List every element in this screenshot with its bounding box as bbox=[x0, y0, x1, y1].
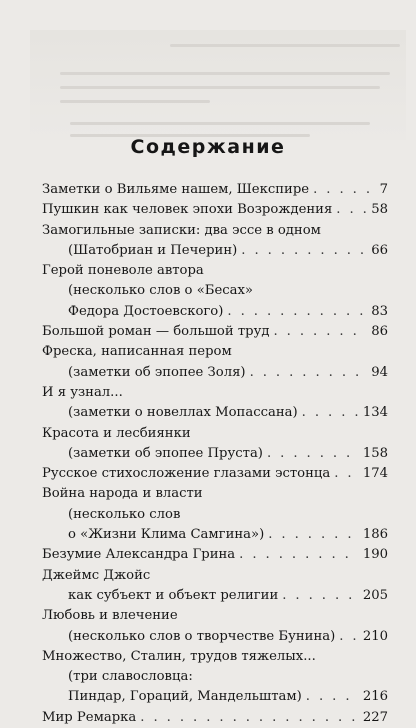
toc-entry-text: Безумие Александра Грина bbox=[42, 547, 236, 563]
toc-page-number: 7 bbox=[379, 182, 388, 197]
toc-entry-text: Фреска, написанная пером bbox=[42, 344, 232, 360]
toc-entry-text: (несколько слов о творчестве Бунина) bbox=[68, 628, 336, 644]
toc-entry-title bbox=[42, 342, 388, 362]
toc-entry-subtitle bbox=[42, 281, 388, 301]
toc-entry-title bbox=[42, 484, 388, 504]
page-title: Содержание bbox=[130, 136, 286, 158]
bleed-through-text bbox=[30, 30, 406, 140]
toc-entry bbox=[42, 708, 388, 728]
toc-entry-title bbox=[42, 566, 388, 586]
toc-entry-title bbox=[42, 708, 388, 728]
toc-entry-text: Пиндар, Гораций, Мандельштам) bbox=[68, 689, 302, 705]
toc-entry-title bbox=[42, 606, 388, 626]
toc-entry-title bbox=[42, 322, 388, 342]
toc-entry-text: (три славословца: bbox=[68, 669, 193, 685]
toc-page-number: 58 bbox=[371, 202, 388, 218]
toc-page-number: 83 bbox=[371, 303, 388, 319]
toc-entry bbox=[42, 200, 388, 220]
toc-page-number: 134 bbox=[362, 405, 388, 421]
toc-entry-text: Замогильные записки: два эссе в одном bbox=[42, 222, 321, 238]
toc-entry-title bbox=[42, 221, 388, 241]
toc-page-number: 205 bbox=[362, 587, 388, 603]
toc-entry-title bbox=[42, 180, 388, 200]
toc-entry-subtitle bbox=[42, 241, 388, 261]
toc-page-number: 227 bbox=[362, 709, 388, 725]
toc-entry bbox=[42, 383, 388, 424]
toc-page-number: 94 bbox=[371, 364, 388, 380]
toc-entry-subtitle bbox=[42, 687, 388, 707]
toc-entry bbox=[42, 464, 388, 484]
toc-entry-subtitle bbox=[42, 525, 388, 545]
toc-entry bbox=[42, 261, 388, 322]
dot-leader bbox=[140, 708, 359, 728]
toc-entry-text: Заметки о Вильяме нашем, Шекспире bbox=[42, 182, 310, 197]
dot-leader bbox=[282, 586, 359, 606]
toc-entry bbox=[42, 180, 388, 200]
toc-page-number: 190 bbox=[362, 547, 388, 563]
toc-entry-text: как субъект и объект религии bbox=[68, 587, 279, 603]
toc-entry-text: Джеймс Джойс bbox=[42, 567, 151, 583]
toc-entry-text: Любовь и влечение bbox=[42, 608, 178, 624]
toc-page-number: 216 bbox=[362, 689, 388, 705]
dot-leader bbox=[250, 363, 368, 383]
toc-entry bbox=[42, 566, 388, 607]
dot-leader bbox=[302, 403, 359, 423]
toc-entry-text: (заметки об эпопее Пруста) bbox=[68, 445, 263, 461]
toc-entry-title bbox=[42, 464, 388, 484]
toc-entry-text: Русское стихосложение глазами эстонца bbox=[42, 466, 331, 482]
toc-entry-title bbox=[42, 261, 388, 281]
toc-entry-text: (заметки об эпопее Золя) bbox=[68, 364, 246, 380]
toc-page-number: 210 bbox=[362, 628, 388, 644]
toc-entry bbox=[42, 424, 388, 465]
toc-entry-subtitle bbox=[42, 363, 388, 383]
dot-leader bbox=[239, 545, 359, 565]
toc-entry-subtitle bbox=[42, 444, 388, 464]
toc-entry-text: Федора Достоевского) bbox=[68, 303, 224, 319]
toc-entry-title bbox=[42, 200, 388, 220]
toc-entry-text: Пушкин как человек эпохи Возрождения bbox=[42, 202, 333, 218]
dot-leader bbox=[339, 627, 359, 647]
toc-entry bbox=[42, 342, 388, 383]
toc-entry-title bbox=[42, 424, 388, 444]
toc-entry-text: Большой роман — большой труд bbox=[42, 324, 270, 340]
dot-leader bbox=[306, 687, 359, 707]
dot-leader bbox=[241, 241, 367, 261]
dot-leader bbox=[268, 525, 359, 545]
toc-entry-text: Герой поневоле автора bbox=[42, 263, 204, 279]
toc-entry-text: о «Жизни Клима Самгина») bbox=[68, 527, 265, 543]
toc-entry-title bbox=[42, 545, 388, 565]
toc-entry-text: Красота и лесбиянки bbox=[42, 425, 191, 441]
toc-page-number: 86 bbox=[371, 324, 388, 340]
toc-entry-subtitle bbox=[42, 627, 388, 647]
toc-entry-text: Война народа и власти bbox=[42, 486, 203, 502]
toc-entry bbox=[42, 221, 388, 262]
toc-entry-subtitle bbox=[42, 505, 388, 525]
toc-entry-text: (Шатобриан и Печерин) bbox=[68, 242, 238, 258]
toc-page-number: 174 bbox=[362, 466, 388, 482]
dot-leader bbox=[273, 322, 367, 342]
table-of-contents bbox=[42, 180, 388, 728]
toc-entry-subtitle bbox=[42, 667, 388, 687]
toc-entry-text: Мир Ремарка bbox=[42, 709, 137, 725]
toc-entry bbox=[42, 647, 388, 708]
dot-leader bbox=[267, 444, 359, 464]
toc-entry-text: (несколько слов bbox=[68, 506, 181, 522]
toc-page-number: 66 bbox=[371, 242, 388, 258]
toc-entry-subtitle bbox=[42, 586, 388, 606]
toc-entry-text: И я узнал... bbox=[42, 384, 123, 400]
toc-entry bbox=[42, 545, 388, 565]
toc-entry bbox=[42, 484, 388, 545]
toc-entry-subtitle bbox=[42, 302, 388, 322]
toc-entry-title bbox=[42, 647, 388, 667]
toc-entry-title bbox=[42, 383, 388, 403]
toc-entry bbox=[42, 606, 388, 647]
dot-leader bbox=[227, 302, 367, 322]
dot-leader bbox=[313, 180, 376, 200]
toc-page-number: 186 bbox=[362, 527, 388, 543]
dot-leader bbox=[334, 464, 359, 484]
toc-entry-subtitle bbox=[42, 403, 388, 423]
toc-entry bbox=[42, 322, 388, 342]
dot-leader bbox=[336, 200, 367, 220]
toc-entry-text: Множество, Сталин, трудов тяжелых... bbox=[42, 648, 316, 664]
toc-page-number: 158 bbox=[362, 445, 388, 461]
toc-entry-text: (заметки о новеллах Мопассана) bbox=[68, 405, 298, 421]
toc-entry-text: (несколько слов о «Бесах» bbox=[68, 283, 254, 299]
